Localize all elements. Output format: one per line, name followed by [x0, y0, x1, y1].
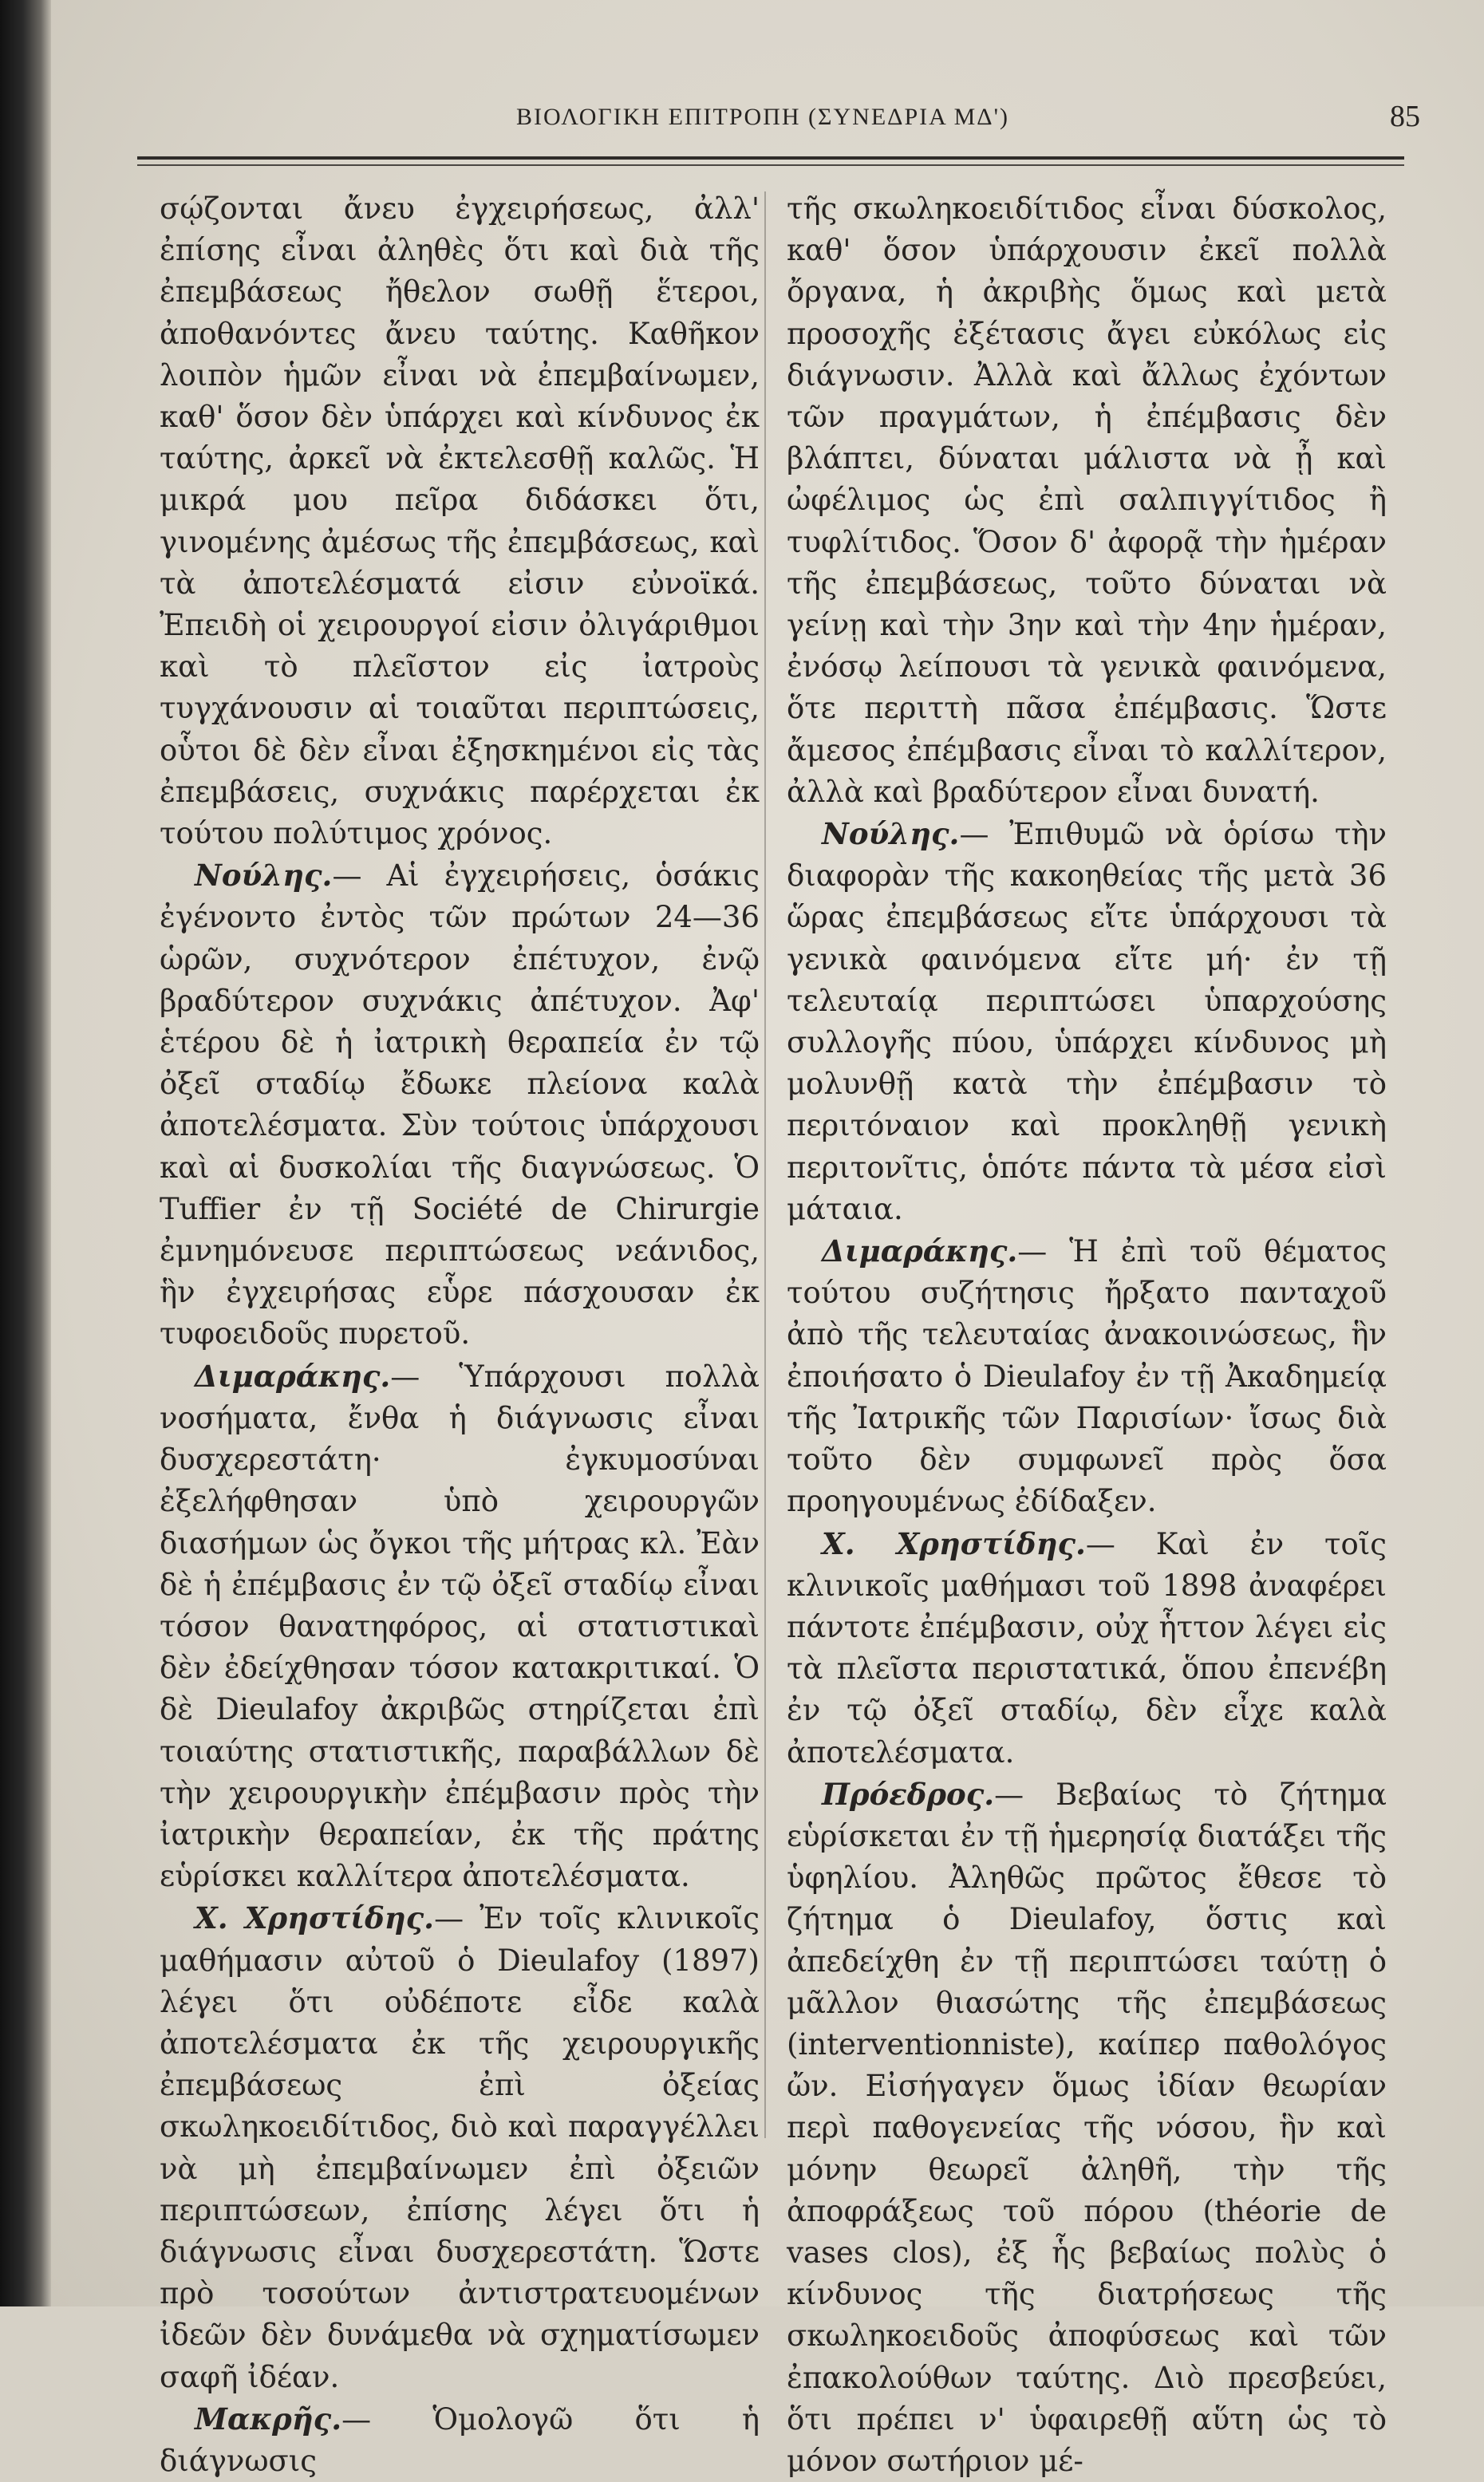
- right-column: [787, 188, 1387, 2482]
- speaker-name: Χ. Χρηστίδης.: [822, 1525, 1086, 1561]
- speaker-name: Πρόεδρος.: [822, 1776, 995, 1812]
- book-binding-edge: [0, 0, 51, 2306]
- header-rule-thin: [137, 164, 1404, 166]
- right-paragraph-2: [787, 813, 1387, 1230]
- right-paragraph-5: [787, 1774, 1387, 2482]
- speech-text: — Ὁμολογῶ ὅτι ἡ διάγνωσις: [160, 2401, 760, 2478]
- header-rule-thick: [137, 156, 1404, 160]
- speech-text: — Καὶ ἐν τοῖς κλινικοῖς μαθήμασι τοῦ 1898 ἀναφέρει πάντοτε ἐπέμβασιν, οὐχ ἧττον λέγει εἰς τὰ πλεῖστα περιστατικά, ὅπου ἐπενέβη ἐν τῷ ὀξεῖ σταδίῳ, δὲν εἶχε καλὰ ἀποτελέσματα.: [787, 1526, 1387, 1770]
- left-paragraph-4: [160, 1897, 760, 2397]
- speaker-name: Μακρῆς.: [195, 2401, 342, 2437]
- speaker-name: Διμαράκης.: [822, 1233, 1018, 1269]
- speech-text: — Ἐν τοῖς κλινικοῖς μαθήμασιν αὐτοῦ ὁ Dieulafoy (1897) λέγει ὅτι οὐδέποτε εἶδε καλὰ ἀποτελέσματα ἐκ τῆς χειρουργικῆς ἐπεμβάσεως ἐπὶ ὀξείας σκωληκοειδίτιδος, διὸ καὶ παραγγέλλει νὰ μὴ ἐπεμβαίνωμεν ἐπὶ ὀξειῶν περιπτώσεων, ἐπίσης λέγει ὅτι ἡ διάγνωσις εἶναι δυσχερεστάτη. Ὥστε πρὸ τοσούτων ἀντιστρατευομένων ἰδεῶν δὲν δυνάμεθα νὰ σχηματίσωμεν σαφῆ ἰδέαν.: [160, 1901, 760, 2394]
- left-paragraph-5: [160, 2398, 760, 2482]
- speech-text: — Ἡ ἐπὶ τοῦ θέματος τούτου συζήτησις ἤρξατο πανταχοῦ ἀπὸ τῆς τελευταίας ἀνακοινώσεως, ἣν ἐποιήσατο ὁ Dieulafoy ἐν τῇ Ἀκαδημείᾳ τῆς Ἰατρικῆς τῶν Παρισίων· ἴσως διὰ τοῦτο δὲν συμφωνεῖ πρὸς ὅσα προηγουμένως ἐδίδαξεν.: [787, 1234, 1387, 1519]
- left-paragraph-1: σῴζονται ἄνευ ἐγχειρήσεως, ἀλλ' ἐπίσης εἶναι ἀληθὲς ὅτι καὶ διὰ τῆς ἐπεμβάσεως ἤθελον σωθῇ ἕτεροι, ἀποθανόντες ἄνευ ταύτης. Καθῆκον λοιπὸν ἡμῶν εἶναι νὰ ἐπεμβαίνωμεν, καθ' ὅσον δὲν ὑπάρχει καὶ κίνδυνος ἐκ ταύτης, ἀρκεῖ νὰ ἐκτελεσθῇ καλῶς. Ἡ μικρά μου πεῖρα διδάσκει ὅτι, γινομένης ἀμέσως τῆς ἐπεμβάσεως, καὶ τὰ ἀποτελέσματά εἰσιν εὐνοϊκά. Ἐπειδὴ οἱ χειρουργοί εἰσιν ὀλιγάριθμοι καὶ τὸ πλεῖστον εἰς ἰατροὺς τυγχάνουσιν αἱ τοιαῦται περιπτώσεις, οὗτοι δὲ δὲν εἶναι ἐξησκημένοι εἰς τὰς ἐπεμβάσεις, συχνάκις παρέρχεται ἐκ τούτου πολύτιμος χρόνος.: [160, 191, 760, 851]
- speaker-name: Νούλης.: [822, 816, 960, 852]
- column-divider: [764, 191, 766, 2138]
- right-paragraph-1: τῆς σκωληκοειδίτιδος εἶναι δύσκολος, καθ' ὅσον ὑπάρχουσιν ἐκεῖ πολλὰ ὄργανα, ἡ ἀκριβὴς ὅμως καὶ μετὰ προσοχῆς ἐξέτασις ἄγει εὐκόλως εἰς διάγνωσιν. Ἀλλὰ καὶ ἄλλως ἐχόντων τῶν πραγμάτων, ἡ ἐπέμβασις δὲν βλάπτει, δύναται μάλιστα νὰ ᾖ καὶ ὠφέλιμος ὡς ἐπὶ σαλπιγγίτιδος ἢ τυφλίτιδος. Ὅσον δ' ἀφορᾷ τὴν ἡμέραν τῆς ἐπεμβάσεως, τοῦτο δύναται νὰ γείνῃ καὶ τὴν 3ην καὶ τὴν 4ην ἡμέραν, ἐνόσῳ λείπουσι τὰ γενικὰ φαινόμενα, ὅτε περιττὴ πᾶσα ἐπέμβασις. Ὥστε ἄμεσος ἐπέμβασις εἶναι τὸ καλλίτερον, ἀλλὰ καὶ βραδύτερον εἶναι δυνατή.: [787, 191, 1387, 809]
- page-number: 85: [1390, 100, 1420, 133]
- speech-text: — Αἱ ἐγχειρήσεις, ὁσάκις ἐγένοντο ἐντὸς τῶν πρώτων 24—36 ὡρῶν, συχνότερον ἐπέτυχον, ἐνῷ βραδύτερον συχνάκις ἀπέτυχον. Ἀφ' ἑτέρου δὲ ἡ ἰατρικὴ θεραπεία ἐν τῷ ὀξεῖ σταδίῳ ἔδωκε πλείονα καλὰ ἀποτελέσματα. Σὺν τούτοις ὑπάρχουσι καὶ αἱ δυσκολίαι τῆς διαγνώσεως. Ὁ Tuffier ἐν τῇ Société de Chirurgie ἐμνημόνευσε περιπτώσεως νεάνιδος, ἣν ἐγχειρήσας εὗρε πάσχουσαν ἐκ τυφοειδοῦς πυρετοῦ.: [160, 858, 760, 1351]
- speaker-name: Διμαράκης.: [195, 1358, 391, 1394]
- speaker-name: Νούλης.: [195, 858, 333, 894]
- left-column: [160, 188, 760, 2482]
- left-paragraph-3: [160, 1355, 760, 1898]
- right-paragraph-3: [787, 1230, 1387, 1522]
- speech-text: — Ὑπάρχουσι πολλὰ νοσήματα, ἔνθα ἡ διάγνωσις εἶναι δυσχερεστάτη· ἐγκυμοσύναι ἐξελήφθησαν ὑπὸ χειρουργῶν διασήμων ὡς ὄγκοι τῆς μήτρας κλ. Ἐὰν δὲ ἡ ἐπέμβασις ἐν τῷ ὀξεῖ σταδίῳ εἶναι τόσον θανατηφόρος, αἱ στατιστικαὶ δὲν ἐδείχθησαν τόσον κατακριτικαί. Ὁ δὲ Dieulafoy ἀκριβῶς στηρίζεται ἐπὶ τοιαύτης στατιστικῆς, παραβάλλων δὲ τὴν χειρουργικὴν ἐπέμβασιν πρὸς τὴν ἰατρικὴν θεραπείαν, ἐκ τῆς πράτης εὑρίσκει καλλίτερα ἀποτελέσματα.: [160, 1359, 760, 1894]
- speech-text: — Ἐπιθυμῶ νὰ ὁρίσω τὴν διαφορὰν τῆς κακοηθείας τῆς μετὰ 36 ὥρας ἐπεμβάσεως εἴτε ὑπάρχουσι τὰ γενικὰ φαινόμενα εἴτε μή· ἐν τῇ τελευταίᾳ περιπτώσει ὑπαρχούσης συλλογῆς πύου, ὑπάρχει κίνδυνος μὴ μολυνθῇ κατὰ τὴν ἐπέμβασιν τὸ περιτόναιον καὶ προκληθῇ γενικὴ περιτονῖτις, ὁπότε πάντα τὰ μέσα εἰσὶ μάταια.: [787, 817, 1387, 1226]
- running-head: ΒΙΟΛΟΓΙΚΗ ΕΠΙΤΡΟΠΗ (ΣΥΝΕΔΡΙΑ ΜΔ'): [515, 104, 1009, 130]
- right-paragraph-4: [787, 1523, 1387, 1774]
- left-paragraph-2: [160, 854, 760, 1355]
- speech-text: — Βεβαίως τὸ ζήτημα εὑρίσκεται ἐν τῇ ἡμερησίᾳ διατάξει τῆς ὑφηλίου. Ἀληθῶς πρῶτος ἔθεσε τὸ ζήτημα ὁ Dieulafoy, ὅστις καὶ ἀπεδείχθη ἐν τῇ περιπτώσει ταύτῃ ὁ μᾶλλον θιασώτης τῆς ἐπεμβάσεως (interventionniste), καίπερ παθολόγος ὤν. Εἰσήγαγεν ὅμως ἰδίαν θεωρίαν περὶ παθογενείας τῆς νόσου, ἣν καὶ μόνην θεωρεῖ ἀληθῆ, τὴν τῆς ἀποφράξεως τοῦ πόρου (théorie de vases clos), ἐξ ἧς βεβαίως πολὺς ὁ κίνδυνος τῆς διατρήσεως τῆς σκωληκοειδοῦς ἀποφύσεως καὶ τῶν ἐπακολούθων ταύτης. Διὸ πρεσβεύει, ὅτι πρέπει ν' ὑφαιρεθῇ αὕτη ὡς τὸ μόνον σωτήριον μέ-: [787, 1777, 1387, 2478]
- speaker-name: Χ. Χρηστίδης.: [195, 1900, 435, 1936]
